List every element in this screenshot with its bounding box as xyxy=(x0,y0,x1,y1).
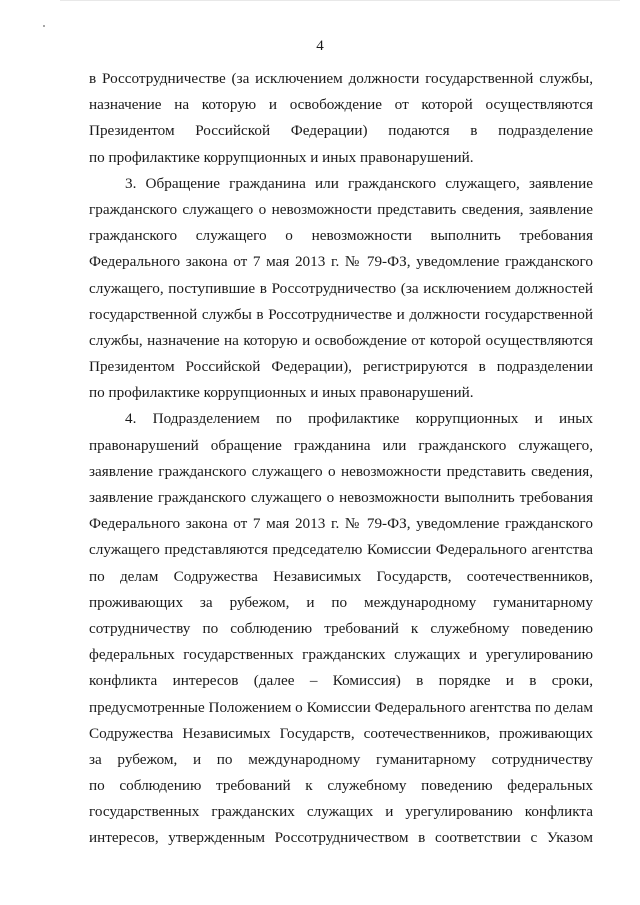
text-line: гражданского служащего о невозможности представить сведения, заявление xyxy=(89,200,593,218)
text-line: правонарушений обращение гражданина или гражданского служащего, xyxy=(89,436,593,454)
text-line: Федерального закона от 7 мая 2013 г. № 79-ФЗ, уведомление гражданского xyxy=(89,253,593,271)
scan-speck xyxy=(43,25,45,27)
document-body xyxy=(89,66,593,852)
text-line: служащего представляются председателю Комиссии Федерального агентства xyxy=(89,541,593,559)
text-line: Президентом Российской Федерации), регистрируются в подразделении xyxy=(89,358,593,376)
text-line: по профилактике коррупционных и иных правонарушений. xyxy=(89,384,474,402)
text-line: по профилактике коррупционных и иных правонарушений. xyxy=(89,148,474,166)
text-line: служащего, поступившие в Россотрудничество (за исключением должностей xyxy=(89,279,593,297)
text-line: сотрудничеству по соблюдению требований к служебному поведению xyxy=(89,619,593,637)
text-line: в Россотрудничестве (за исключением должности государственной службы, xyxy=(89,70,593,87)
text-line: интересов, утвержденным Россотрудничеством в соответствии с Указом xyxy=(89,829,593,847)
paragraph-3 xyxy=(89,171,593,407)
paragraph-continuation xyxy=(89,66,593,171)
page-number: 4 xyxy=(316,38,324,54)
text-line: Федерального закона от 7 мая 2013 г. № 79-ФЗ, уведомление гражданского xyxy=(89,515,593,533)
scan-edge-line xyxy=(60,0,620,1)
text-line: службы, назначение на которую и освобождение от которой осуществляются xyxy=(89,331,593,349)
paragraph-4 xyxy=(89,406,593,851)
text-line: заявление гражданского служащего о невозможности выполнить требования xyxy=(89,489,593,506)
text-line: государственных гражданских служащих и урегулированию конфликта xyxy=(89,803,593,821)
text-line: гражданского служащего о невозможности выполнить требования xyxy=(89,227,593,245)
text-line: федеральных государственных гражданских служащих и урегулированию xyxy=(89,646,593,664)
text-line: Президентом Российской Федерации) подаются в подразделение xyxy=(89,122,593,140)
text-line: государственной службы в Россотрудничестве и должности государственной xyxy=(89,305,593,323)
text-line: заявление гражданского служащего о невозможности представить сведения, xyxy=(89,462,593,480)
text-line: назначение на которую и освобождение от которой осуществляются xyxy=(89,96,593,114)
text-line: по делам Содружества Независимых Государств, соотечественников, xyxy=(89,567,593,585)
text-line: конфликта интересов (далее – Комиссия) в порядке и в сроки, xyxy=(89,672,593,690)
text-line: предусмотренные Положением о Комиссии Федерального агентства по делам xyxy=(89,698,593,716)
text-line: 4. Подразделением по профилактике коррупционных и иных xyxy=(125,410,593,428)
text-line: проживающих за рубежом, и по международному гуманитарному xyxy=(89,593,593,611)
text-line: за рубежом, и по международному гуманитарному сотрудничеству xyxy=(89,750,593,768)
text-line: 3. Обращение гражданина или гражданского служащего, заявление xyxy=(125,174,593,192)
text-line: Содружества Независимых Государств, соотечественников, проживающих xyxy=(89,724,593,742)
text-line: по соблюдению требований к служебному поведению федеральных xyxy=(89,777,593,795)
